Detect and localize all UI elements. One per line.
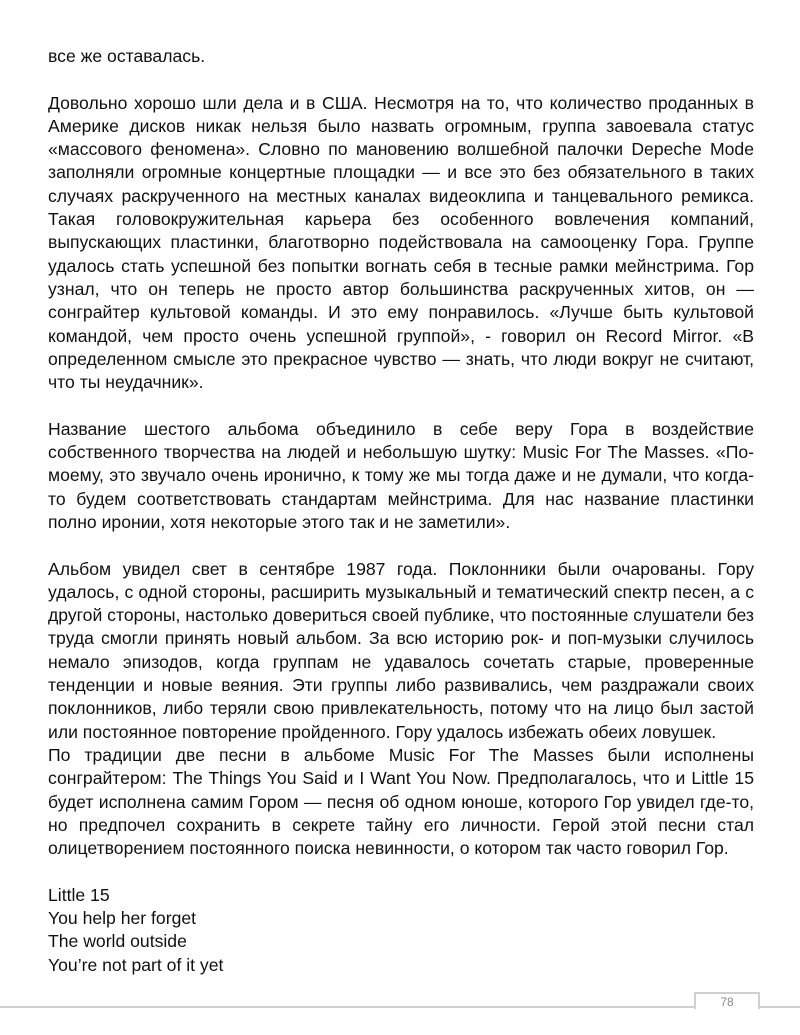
paragraph-album-release: Альбом увидел свет в сентябре 1987 года. Поклонники были очарованы. Гору удалось, с одной стороны, расширить музыкальный и тематический спектр песен, а с другой стороны, настолько довериться своей публике, что постоянные слушатели без труда смогли принять новый альбом. За всю историю рок- и поп-музыки случилось немало эпизодов, когда группам не удавалось сочетать старые, проверенные тенденции и новые веяния. Эти группы либо развивались, чем раздражали своих поклонников, либо теряли свою привлекательность, потому что на лицо был застой или постоянное повторение пройденного. Гору удалось избежать обеих ловушек. bbox=[48, 558, 754, 742]
lyrics-line: You help her forget bbox=[48, 907, 197, 928]
paragraph-gap bbox=[48, 860, 754, 883]
page-body bbox=[48, 45, 754, 977]
paragraph-continuation: все же оставалась. bbox=[48, 46, 206, 66]
paragraph-album-title: Название шестого альбома объединило в себе веру Гора в воздействие собственного творчества на людей и небольшую шутку: Music For The Masses. «По-моему, это звучало очень иронично, к тому же мы тогда даже и не думали, что когда-то будем соответствовать стандартам мейнстрима. Для нас название пластинки полно иронии, хотя некоторые этого так и не заметили». bbox=[48, 418, 754, 532]
footer-divider bbox=[0, 1006, 800, 1008]
lyrics-line: The world outside bbox=[48, 931, 187, 952]
lyrics-line: Little 15 bbox=[48, 884, 110, 905]
paragraph-usa-success: Довольно хорошо шли дела и в США. Несмотря на то, что количество проданных в Америке дисков никак нельзя было назвать огромным, группа завоевала статус «массового феномена». Словно по мановению волшебной палочки Depeche Mode заполняли огромные концертные площадки — и все это без обязательного в таких случаях раскрученного на местных каналах видеоклипа и танцевального ремикса. Такая головокружительная карьера без особенного вовлечения компаний, выпускающих пластинки, благотворно подействовала на самооценку Гора. Группе удалось стать успешной без попытки вогнать себя в тесные рамки мейнстрима. Гор узнал, что он теперь не просто автор большинства раскрученных хитов, он — сонграйтер культовой команды. И это ему понравилось. «Лучше быть культовой командой, чем просто очень успешной группой», - говорил он Record Mirror. «В определенном смысле это прекрасное чувство — знать, что люди вокруг не считают, что ты неудачник». bbox=[48, 92, 754, 393]
page-number: 78 bbox=[720, 995, 734, 1009]
paragraph-gap bbox=[48, 68, 754, 91]
paragraph-gap bbox=[48, 394, 754, 417]
lyrics-block bbox=[48, 884, 754, 977]
lyrics-line: You’re not part of it yet bbox=[48, 954, 224, 975]
paragraph-songwriter-songs: По традиции две песни в альбоме Music For The Masses были исполнены сонграйтером: The Things You Said и I Want You Now. Предполагалось, что и Little 15 будет исполнена самим Гором — песня об одном юноше, которого Гор увидел где-то, но предпочел сохранить в секрете тайну его личности. Герой этой песни стал олицетворением постоянного поиска невинности, о котором так часто говорил Гор. bbox=[48, 744, 754, 859]
page-number-tab bbox=[694, 992, 760, 1009]
paragraph-gap bbox=[48, 534, 754, 557]
